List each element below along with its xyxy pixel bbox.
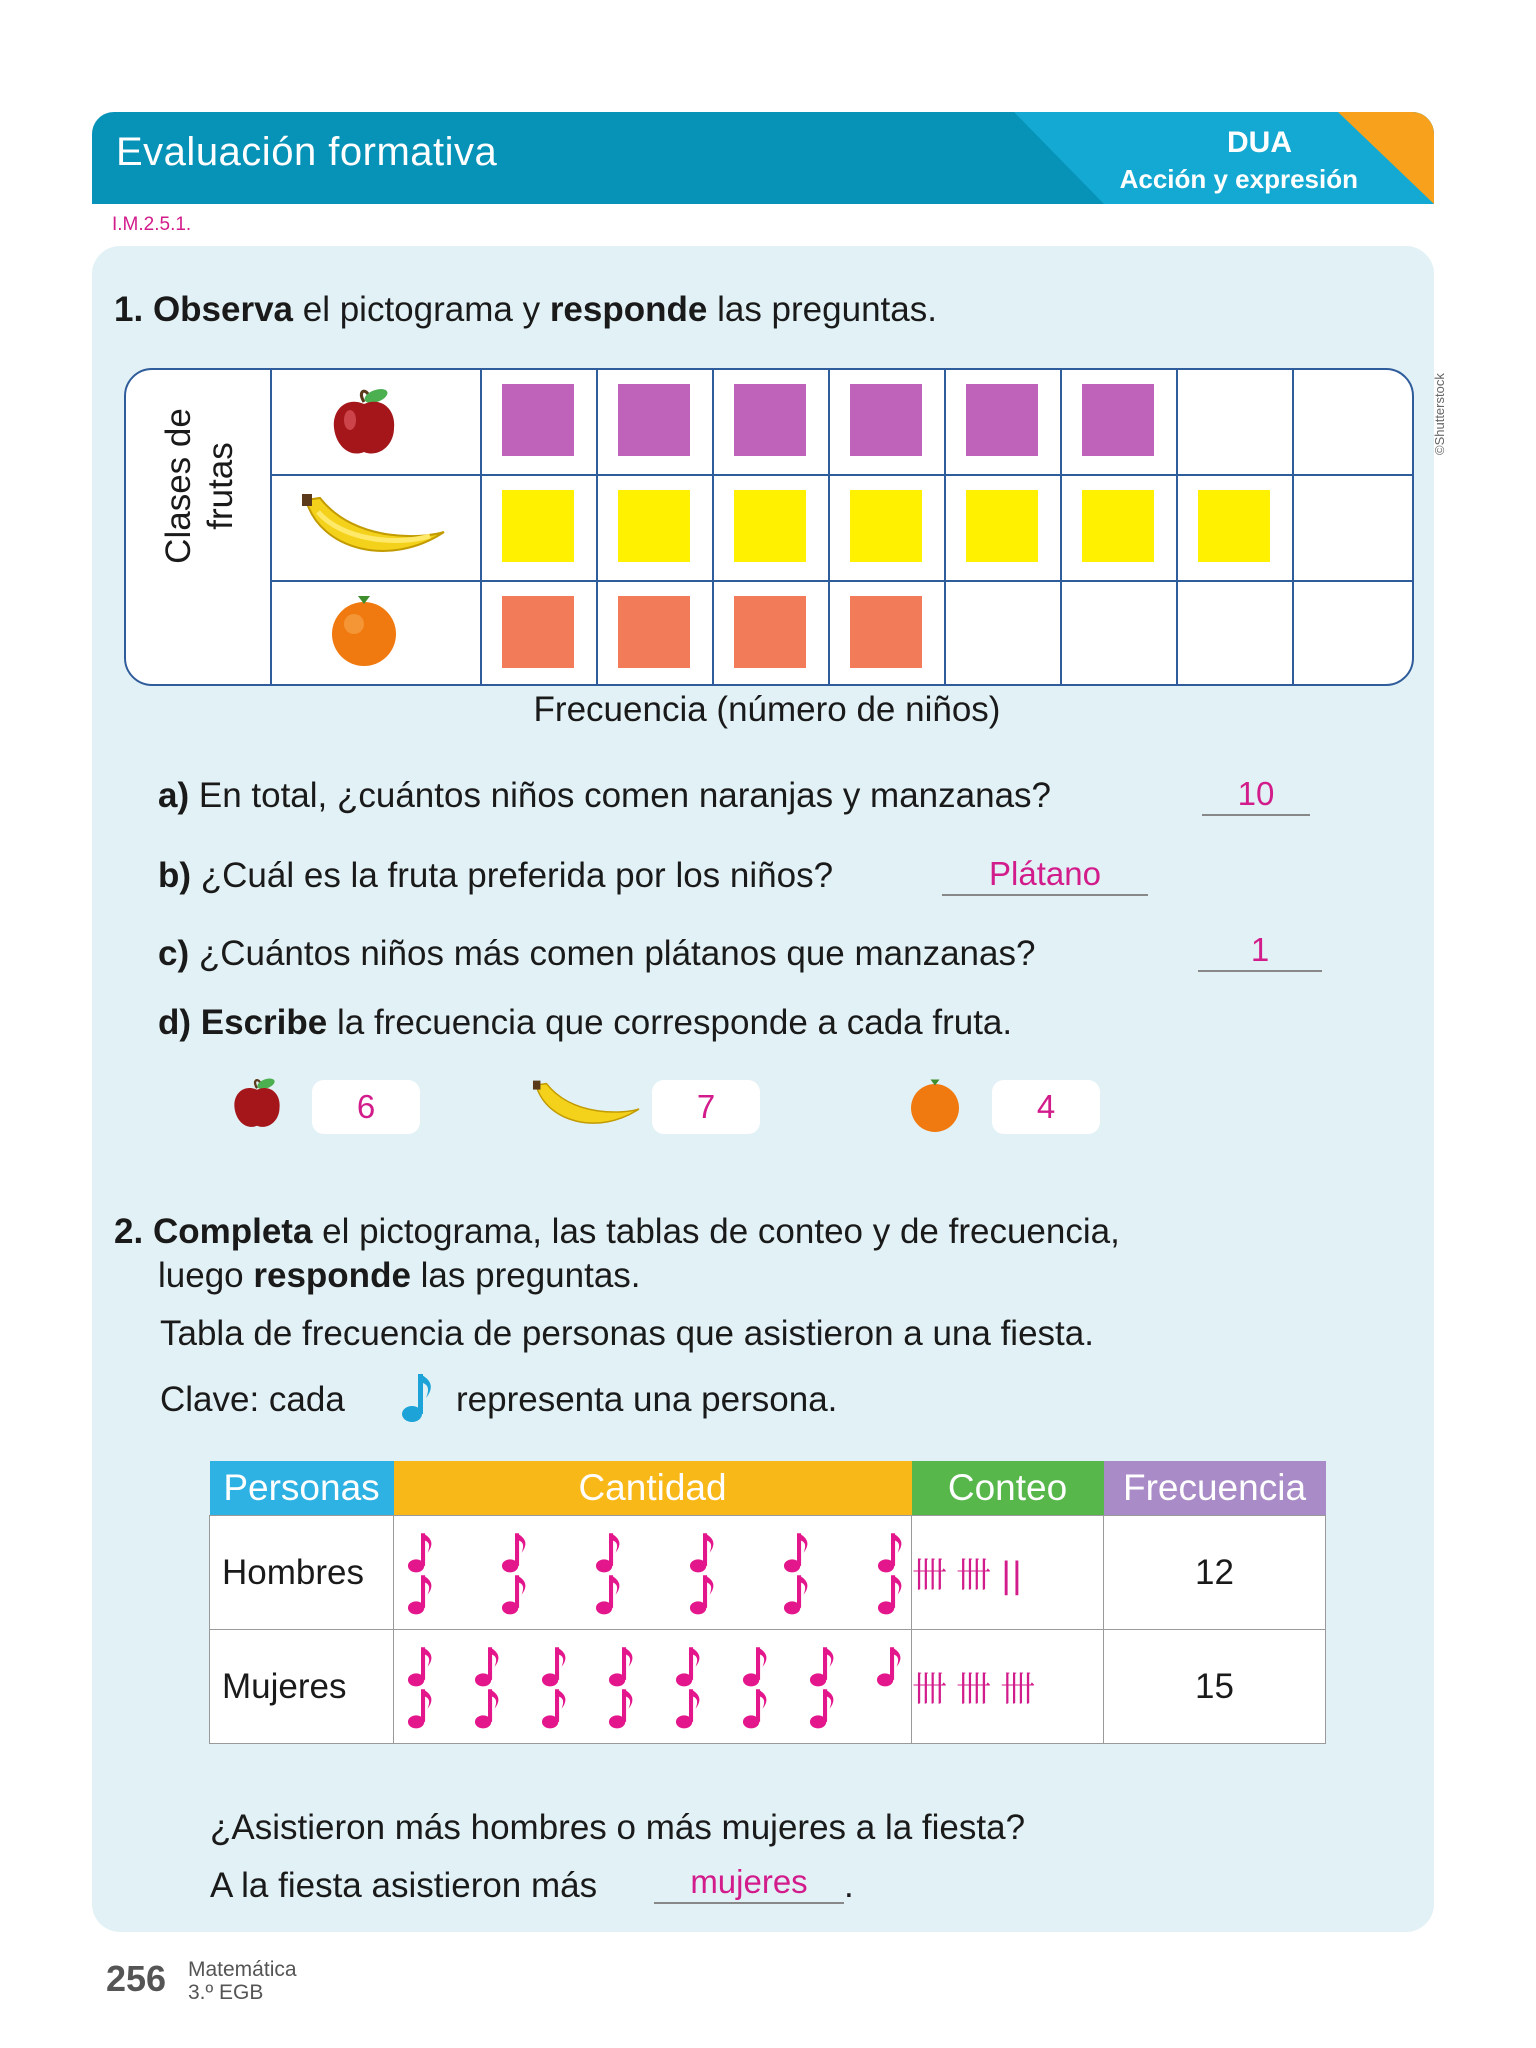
- question-c-label: c): [158, 934, 190, 973]
- pictogram-divider: [1060, 370, 1062, 684]
- question-d-label: d): [158, 1003, 192, 1042]
- answer-b-field[interactable]: Plátano: [942, 854, 1148, 896]
- table-title: Tabla de frecuencia de personas que asistieron a una fiesta.: [160, 1314, 1094, 1353]
- frequency-cell[interactable]: 15: [1104, 1630, 1326, 1744]
- person-note-icon: [875, 1644, 905, 1697]
- group-cell: Hombres: [210, 1516, 394, 1630]
- frequency-cell[interactable]: 12: [1104, 1516, 1326, 1630]
- exercise2-text2a: luego: [158, 1256, 254, 1295]
- exercise1-number: 1.: [114, 290, 144, 329]
- answer-c-field[interactable]: 1: [1198, 930, 1322, 972]
- pictogram-square-plátano: [502, 490, 574, 562]
- header-personas: Personas: [210, 1461, 394, 1516]
- person-note-icon: [674, 1686, 704, 1739]
- pictogram-y-label-line1: Clases de: [159, 408, 198, 564]
- pictogram-x-label: Frecuencia (número de niños): [533, 690, 1001, 729]
- table-row: [210, 1630, 1326, 1744]
- footer-subject-name: Matemática: [188, 1958, 297, 1981]
- pictogram-square-plátano: [966, 490, 1038, 562]
- exercise2-instruction-line2: [158, 1256, 641, 1296]
- pictogram-square-naranja: [734, 596, 806, 668]
- dua-subtitle: Acción y expresión: [1119, 164, 1358, 194]
- pictogram-row-divider: [270, 474, 1412, 476]
- question-d-verb: Escribe: [191, 1003, 328, 1042]
- key-text-after: representa una persona.: [456, 1380, 838, 1419]
- pictogram-square-plátano: [734, 490, 806, 562]
- pictogram-y-label: [158, 368, 242, 606]
- pictogram-row-divider: [270, 580, 1412, 582]
- footer-subject: [188, 1958, 297, 2004]
- pictogram-square-plátano: [1198, 490, 1270, 562]
- apple-icon: [230, 1076, 284, 1132]
- pictogram-divider: [944, 370, 946, 684]
- orange-icon: [328, 592, 400, 668]
- frequency-apple-field[interactable]: 6: [312, 1080, 420, 1134]
- question-c: [158, 934, 1035, 974]
- answer-a-field[interactable]: 10: [1202, 774, 1310, 816]
- question-a-label: a): [158, 776, 190, 815]
- header-conteo: Conteo: [912, 1461, 1104, 1516]
- pictogram-square-manzana: [966, 384, 1038, 456]
- question-a: [158, 776, 1051, 816]
- frequency-orange-field[interactable]: 4: [992, 1080, 1100, 1134]
- banana-icon: [530, 1076, 642, 1136]
- pictogram-divider: [1292, 370, 1294, 684]
- pictogram-square-plátano: [1082, 490, 1154, 562]
- indicator-code: I.M.2.5.1.: [112, 214, 192, 235]
- person-note-icon: [406, 1572, 436, 1625]
- question-b: [158, 856, 833, 896]
- person-note-icon: [808, 1686, 838, 1739]
- footer-grade: 3.º EGB: [188, 1981, 264, 2004]
- person-note-icon: [782, 1572, 812, 1625]
- person-note-icon: [594, 1572, 624, 1625]
- pictogram-divider: [596, 370, 598, 684]
- question-d: [158, 1003, 1012, 1043]
- person-note-icon: [473, 1686, 503, 1739]
- person-note-icon: [876, 1572, 906, 1625]
- exercise1-text2: las preguntas.: [707, 290, 937, 329]
- final-answer-field[interactable]: mujeres: [654, 1862, 844, 1904]
- pictogram-square-manzana: [1082, 384, 1154, 456]
- pictogram-divider: [270, 370, 272, 684]
- notes-cell: [394, 1516, 912, 1630]
- final-answer-suffix: .: [844, 1866, 854, 1905]
- tally-cell[interactable]: 卌 卌 ||: [912, 1516, 1104, 1630]
- exercise2-verb1: Completa: [152, 1212, 313, 1251]
- apple-icon: [328, 386, 400, 460]
- question-d-text: la frecuencia que corresponde a cada fruta.: [327, 1003, 1013, 1042]
- final-answer-prefix: A la fiesta asistieron más: [210, 1866, 598, 1905]
- pictogram-divider: [828, 370, 830, 684]
- pictogram-divider: [480, 370, 482, 684]
- exercise1-verb2: responde: [549, 290, 708, 329]
- question-c-text: ¿Cuántos niños más comen plátanos que manzanas?: [189, 934, 1036, 973]
- notes-area-hombres: [394, 1516, 910, 1629]
- pictogram-square-naranja: [618, 596, 690, 668]
- person-note-icon: [500, 1572, 530, 1625]
- exercise2-number: 2.: [114, 1212, 144, 1251]
- pictogram-square-plátano: [618, 490, 690, 562]
- pictogram-square-manzana: [734, 384, 806, 456]
- person-note-icon: [406, 1686, 436, 1739]
- fruit-pictogram: [124, 368, 1414, 686]
- question-b-label: b): [158, 856, 192, 895]
- pictogram-square-manzana: [618, 384, 690, 456]
- notes-area-mujeres: [394, 1630, 910, 1743]
- person-note-icon: [741, 1686, 771, 1739]
- section-title: Evaluación formativa: [116, 130, 498, 174]
- pictogram-square-naranja: [502, 596, 574, 668]
- pictogram-y-label-line2: frutas: [201, 442, 240, 530]
- exercise2-verb2: responde: [253, 1256, 411, 1295]
- header-cantidad: Cantidad: [394, 1461, 912, 1516]
- question-b-text: ¿Cuál es la fruta preferida por los niños?: [191, 856, 834, 895]
- pictogram-square-manzana: [502, 384, 574, 456]
- table-row: [210, 1516, 1326, 1630]
- question-a-text: En total, ¿cuántos niños comen naranjas y manzanas?: [189, 776, 1051, 815]
- exercise2-text2b: las preguntas.: [410, 1256, 641, 1295]
- pictogram-square-naranja: [850, 596, 922, 668]
- page-number: 256: [106, 1958, 167, 1999]
- pictogram-square-plátano: [850, 490, 922, 562]
- banana-icon: [298, 488, 448, 568]
- pictogram-divider: [712, 370, 714, 684]
- frequency-table: [209, 1461, 1326, 1744]
- dua-title: DUA: [1227, 126, 1292, 159]
- key-text-before: Clave: cada: [160, 1380, 345, 1419]
- pictogram-square-manzana: [850, 384, 922, 456]
- image-credit: ©Shutterstock: [1432, 373, 1447, 455]
- exercise2-instruction-line1: [114, 1212, 1120, 1252]
- person-note-icon: [688, 1572, 718, 1625]
- final-question: ¿Asistieron más hombres o más mujeres a la fiesta?: [210, 1808, 1026, 1847]
- section-header: [92, 112, 1434, 204]
- notes-cell: [394, 1630, 912, 1744]
- group-cell: Mujeres: [210, 1630, 394, 1744]
- person-note-icon: [607, 1686, 637, 1739]
- header-frecuencia: Frecuencia: [1104, 1461, 1326, 1516]
- tally-cell[interactable]: 卌 卌 卌: [912, 1630, 1104, 1744]
- music-note-icon: [400, 1370, 436, 1424]
- exercise1-verb1: Observa: [152, 290, 294, 329]
- frequency-banana-field[interactable]: 7: [652, 1080, 760, 1134]
- exercise1-text1: el pictograma y: [293, 290, 550, 329]
- person-note-icon: [540, 1686, 570, 1739]
- exercise2-text1: el pictograma, las tablas de conteo y de frecuencia,: [312, 1212, 1120, 1251]
- table-header-row: [210, 1461, 1326, 1516]
- orange-icon: [908, 1076, 962, 1134]
- exercise1-instruction: [114, 290, 937, 330]
- pictogram-divider: [1176, 370, 1178, 684]
